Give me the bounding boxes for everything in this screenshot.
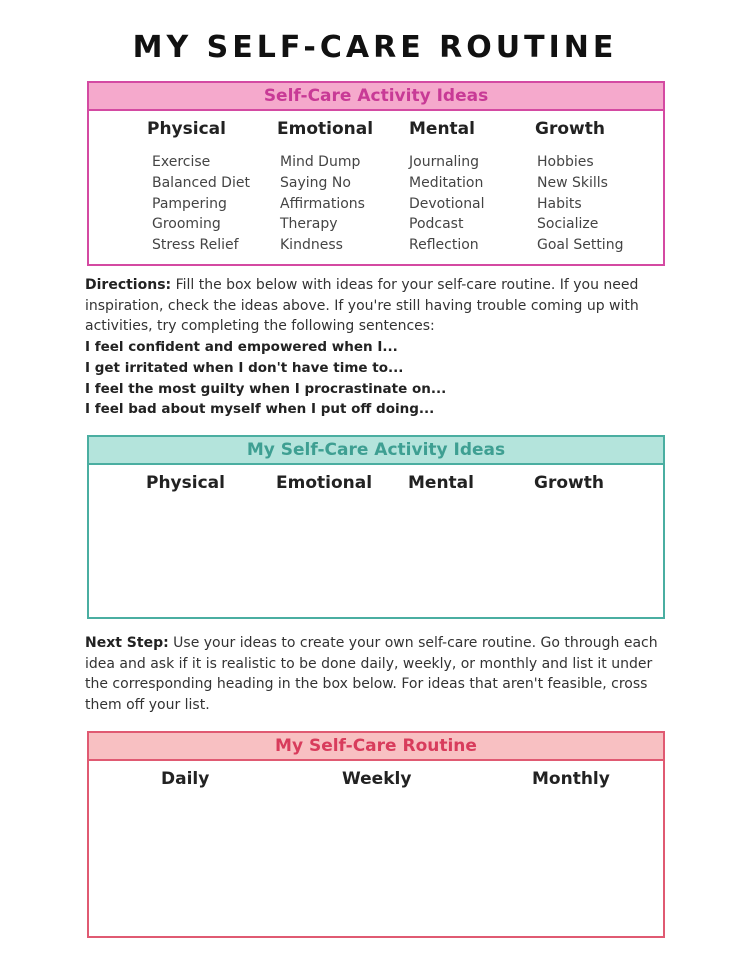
my-ideas-heading-physical: Physical [146, 473, 225, 493]
list-item: Affirmations [280, 195, 365, 212]
my-activity-ideas-header: My Self-Care Activity Ideas [89, 437, 663, 465]
my-ideas-heading-growth: Growth [534, 473, 604, 493]
next-step-label: Next Step: [85, 635, 169, 651]
ideas-list-mental [409, 152, 485, 256]
routine-heading-daily: Daily [161, 769, 210, 789]
list-item: Socialize [537, 216, 599, 233]
list-item: New Skills [537, 174, 608, 191]
list-item: Hobbies [537, 154, 594, 170]
list-item: Podcast [409, 216, 464, 233]
my-ideas-heading-emotional: Emotional [276, 473, 373, 493]
list-item: Mind Dump [280, 154, 361, 170]
list-item: Reflection [409, 237, 479, 254]
my-activity-ideas-box[interactable] [87, 435, 665, 619]
directions-paragraph [85, 275, 665, 420]
ideas-heading-growth: Growth [535, 119, 605, 139]
list-item: Balanced Diet [152, 174, 250, 191]
directions-label: Directions: [85, 277, 172, 293]
ideas-list-emotional [280, 152, 365, 256]
list-item: Saying No [280, 174, 351, 191]
list-item: Meditation [409, 174, 484, 191]
page-title: MY SELF-CARE ROUTINE [132, 30, 618, 65]
list-item: Therapy [280, 216, 338, 233]
activity-ideas-box [87, 81, 665, 266]
list-item: Pampering [152, 195, 227, 212]
ideas-heading-physical: Physical [147, 119, 226, 139]
ideas-heading-mental: Mental [409, 119, 475, 139]
routine-box[interactable] [87, 731, 665, 938]
prompt-line: I feel confident and empowered when I... [85, 339, 398, 356]
directions-text: Fill the box below with ideas for your self-care routine. If you need inspiration, check the ideas above. If you're still having trouble coming up with activities, try completing the following sentences: [85, 277, 639, 335]
list-item: Journaling [409, 154, 480, 170]
list-item: Habits [537, 195, 582, 212]
next-step-paragraph [85, 633, 665, 716]
my-ideas-heading-mental: Mental [408, 473, 474, 493]
list-item: Goal Setting [537, 237, 624, 254]
prompt-line: I get irritated when I don't have time to... [85, 359, 404, 376]
activity-ideas-header: Self-Care Activity Ideas [89, 83, 663, 111]
list-item: Exercise [152, 154, 211, 170]
list-item: Devotional [409, 195, 485, 212]
list-item: Kindness [280, 237, 343, 254]
list-item: Grooming [152, 216, 221, 233]
list-item: Stress Relief [152, 237, 239, 254]
ideas-heading-emotional: Emotional [277, 119, 374, 139]
prompt-line: I feel bad about myself when I put off doing... [85, 401, 435, 418]
routine-heading-weekly: Weekly [342, 769, 412, 789]
ideas-list-physical [152, 152, 250, 256]
routine-header: My Self-Care Routine [89, 733, 663, 761]
routine-heading-monthly: Monthly [532, 769, 610, 789]
next-step-text: Use your ideas to create your own self-care routine. Go through each idea and ask if it is realistic to be done daily, weekly, or monthly and list it under the corresponding heading in the box below. For ideas that aren't feasible, cross them off your list. [85, 635, 658, 714]
ideas-list-growth [537, 152, 623, 256]
prompt-line: I feel the most guilty when I procrastinate on... [85, 380, 447, 397]
